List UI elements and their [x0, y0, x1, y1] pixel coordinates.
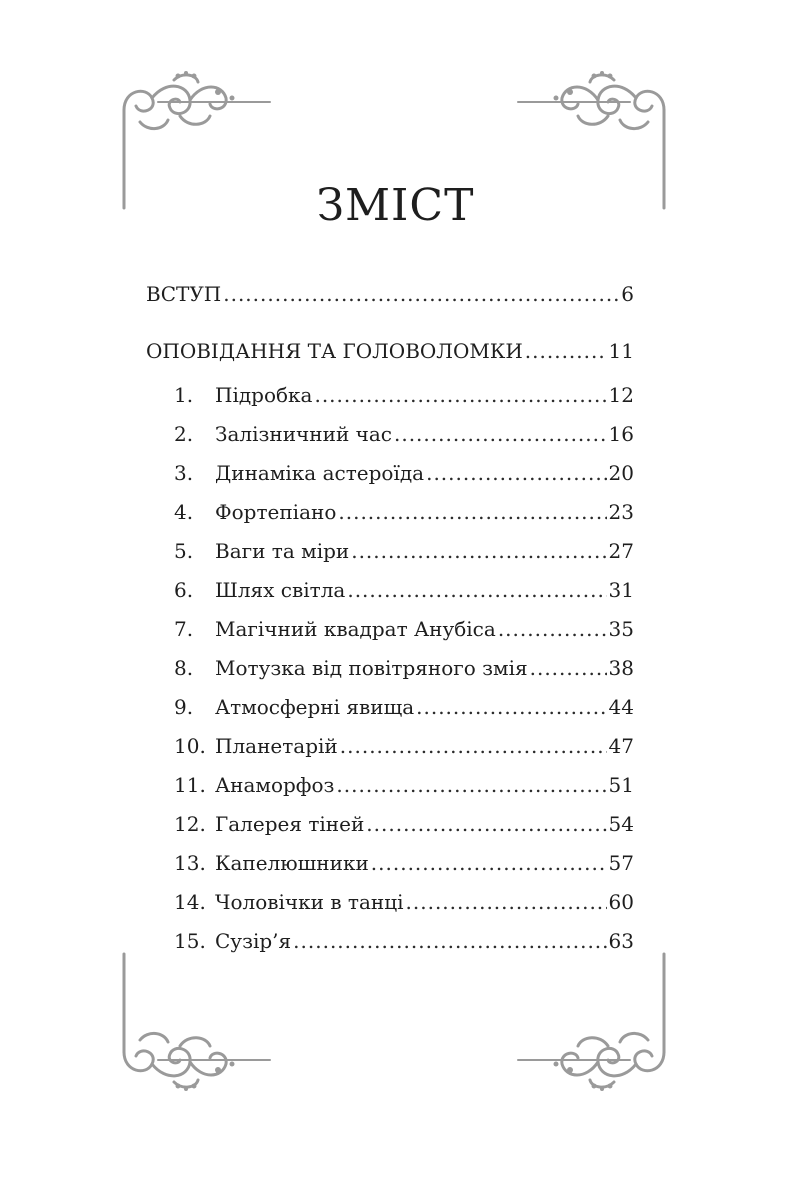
toc-item[interactable]	[174, 734, 634, 758]
toc-page-number: 57	[608, 851, 634, 875]
toc-item-title: Атмосферні явища	[215, 695, 415, 719]
toc-item[interactable]	[174, 656, 634, 680]
toc-page-number: 44	[608, 695, 634, 719]
toc-item-title: Ваги та міри	[215, 539, 350, 563]
toc-item[interactable]	[174, 500, 634, 524]
toc-page-number: 23	[608, 500, 634, 524]
toc-item-title: Планетарій	[215, 734, 338, 758]
toc-item-number: 1.	[174, 383, 194, 407]
toc-item-number: 15.	[174, 929, 206, 953]
toc-page-number: 31	[608, 578, 634, 602]
toc-section[interactable]	[146, 282, 634, 306]
toc-leader-dots	[340, 734, 607, 758]
corner-ornament-bottom-left	[118, 952, 278, 1092]
toc-item[interactable]	[174, 851, 634, 875]
toc-item-number: 7.	[174, 617, 194, 641]
toc-item-title: Анаморфоз	[215, 773, 335, 797]
toc-item-title: Капелюшники	[215, 851, 369, 875]
toc-item-number: 9.	[174, 695, 194, 719]
toc-page-number: 16	[608, 422, 634, 446]
toc-page-number: 35	[608, 617, 634, 641]
toc-leader-dots	[416, 695, 606, 719]
toc-item[interactable]	[174, 617, 634, 641]
toc-item-number: 10.	[174, 734, 206, 758]
toc-leader-dots	[223, 282, 619, 306]
toc-leader-dots	[371, 851, 607, 875]
toc-leader-dots	[530, 656, 607, 680]
toc-item[interactable]	[174, 461, 634, 485]
toc-leader-dots	[351, 539, 606, 563]
toc-leader-dots	[366, 812, 606, 836]
toc-item-number: 5.	[174, 539, 194, 563]
toc-leader-dots	[525, 339, 607, 363]
toc-leader-dots	[426, 461, 606, 485]
toc-page-number: 20	[608, 461, 634, 485]
toc-leader-dots	[338, 500, 606, 524]
toc-page-number: 6	[621, 282, 634, 306]
toc-item-number: 3.	[174, 461, 194, 485]
toc-leader-dots	[498, 617, 607, 641]
toc-item-title: Галерея тіней	[215, 812, 365, 836]
toc-leader-dots	[406, 890, 607, 914]
toc-item-title: Фортепіано	[215, 500, 337, 524]
toc-item-title: Підробка	[215, 383, 313, 407]
toc-page-number: 47	[608, 734, 634, 758]
toc-page-number: 51	[608, 773, 634, 797]
toc-item[interactable]	[174, 578, 634, 602]
toc-item-title: Чоловічки в танці	[215, 890, 404, 914]
toc-item-title: Залізничний час	[215, 422, 392, 446]
toc-item-title: Шлях світла	[215, 578, 346, 602]
toc-item-number: 4.	[174, 500, 194, 524]
toc-item[interactable]	[174, 383, 634, 407]
toc-item-title: Динаміка астероїда	[215, 461, 425, 485]
toc-item[interactable]	[174, 695, 634, 719]
toc-page-number: 11	[608, 339, 634, 363]
toc-section-title: ОПОВІДАННЯ ТА ГОЛОВОЛОМКИ	[146, 339, 523, 363]
toc-item[interactable]	[174, 773, 634, 797]
toc-page-number: 12	[608, 383, 634, 407]
toc-leader-dots	[336, 773, 606, 797]
page-title: ЗМІСТ	[316, 180, 475, 231]
toc-item[interactable]	[174, 422, 634, 446]
toc-item[interactable]	[174, 539, 634, 563]
toc-item-number: 6.	[174, 578, 194, 602]
toc-section[interactable]	[146, 339, 634, 363]
toc-page-number: 63	[608, 929, 634, 953]
toc-page-number: 27	[608, 539, 634, 563]
toc-item-title: Магічний квадрат Анубіса	[215, 617, 496, 641]
toc-item-number: 2.	[174, 422, 194, 446]
toc-page-number: 54	[608, 812, 634, 836]
toc-item-title: Мотузка від повітряного змія	[215, 656, 528, 680]
toc-leader-dots	[347, 578, 606, 602]
toc-item-number: 13.	[174, 851, 206, 875]
toc-item-number: 11.	[174, 773, 206, 797]
toc-page-number: 38	[608, 656, 634, 680]
toc-item-number: 12.	[174, 812, 206, 836]
toc-leader-dots	[293, 929, 606, 953]
corner-ornament-bottom-right	[510, 952, 670, 1092]
toc-page-number: 60	[608, 890, 634, 914]
toc-item[interactable]	[174, 812, 634, 836]
toc-item-number: 14.	[174, 890, 206, 914]
flourish-icon	[118, 952, 278, 1092]
toc-item-number: 8.	[174, 656, 194, 680]
toc-section-title: ВСТУП	[146, 282, 222, 306]
toc-item[interactable]	[174, 929, 634, 953]
toc-leader-dots	[314, 383, 606, 407]
flourish-icon	[510, 952, 670, 1092]
toc-item[interactable]	[174, 890, 634, 914]
toc-item-title: Сузір’я	[215, 929, 292, 953]
toc-leader-dots	[394, 422, 607, 446]
